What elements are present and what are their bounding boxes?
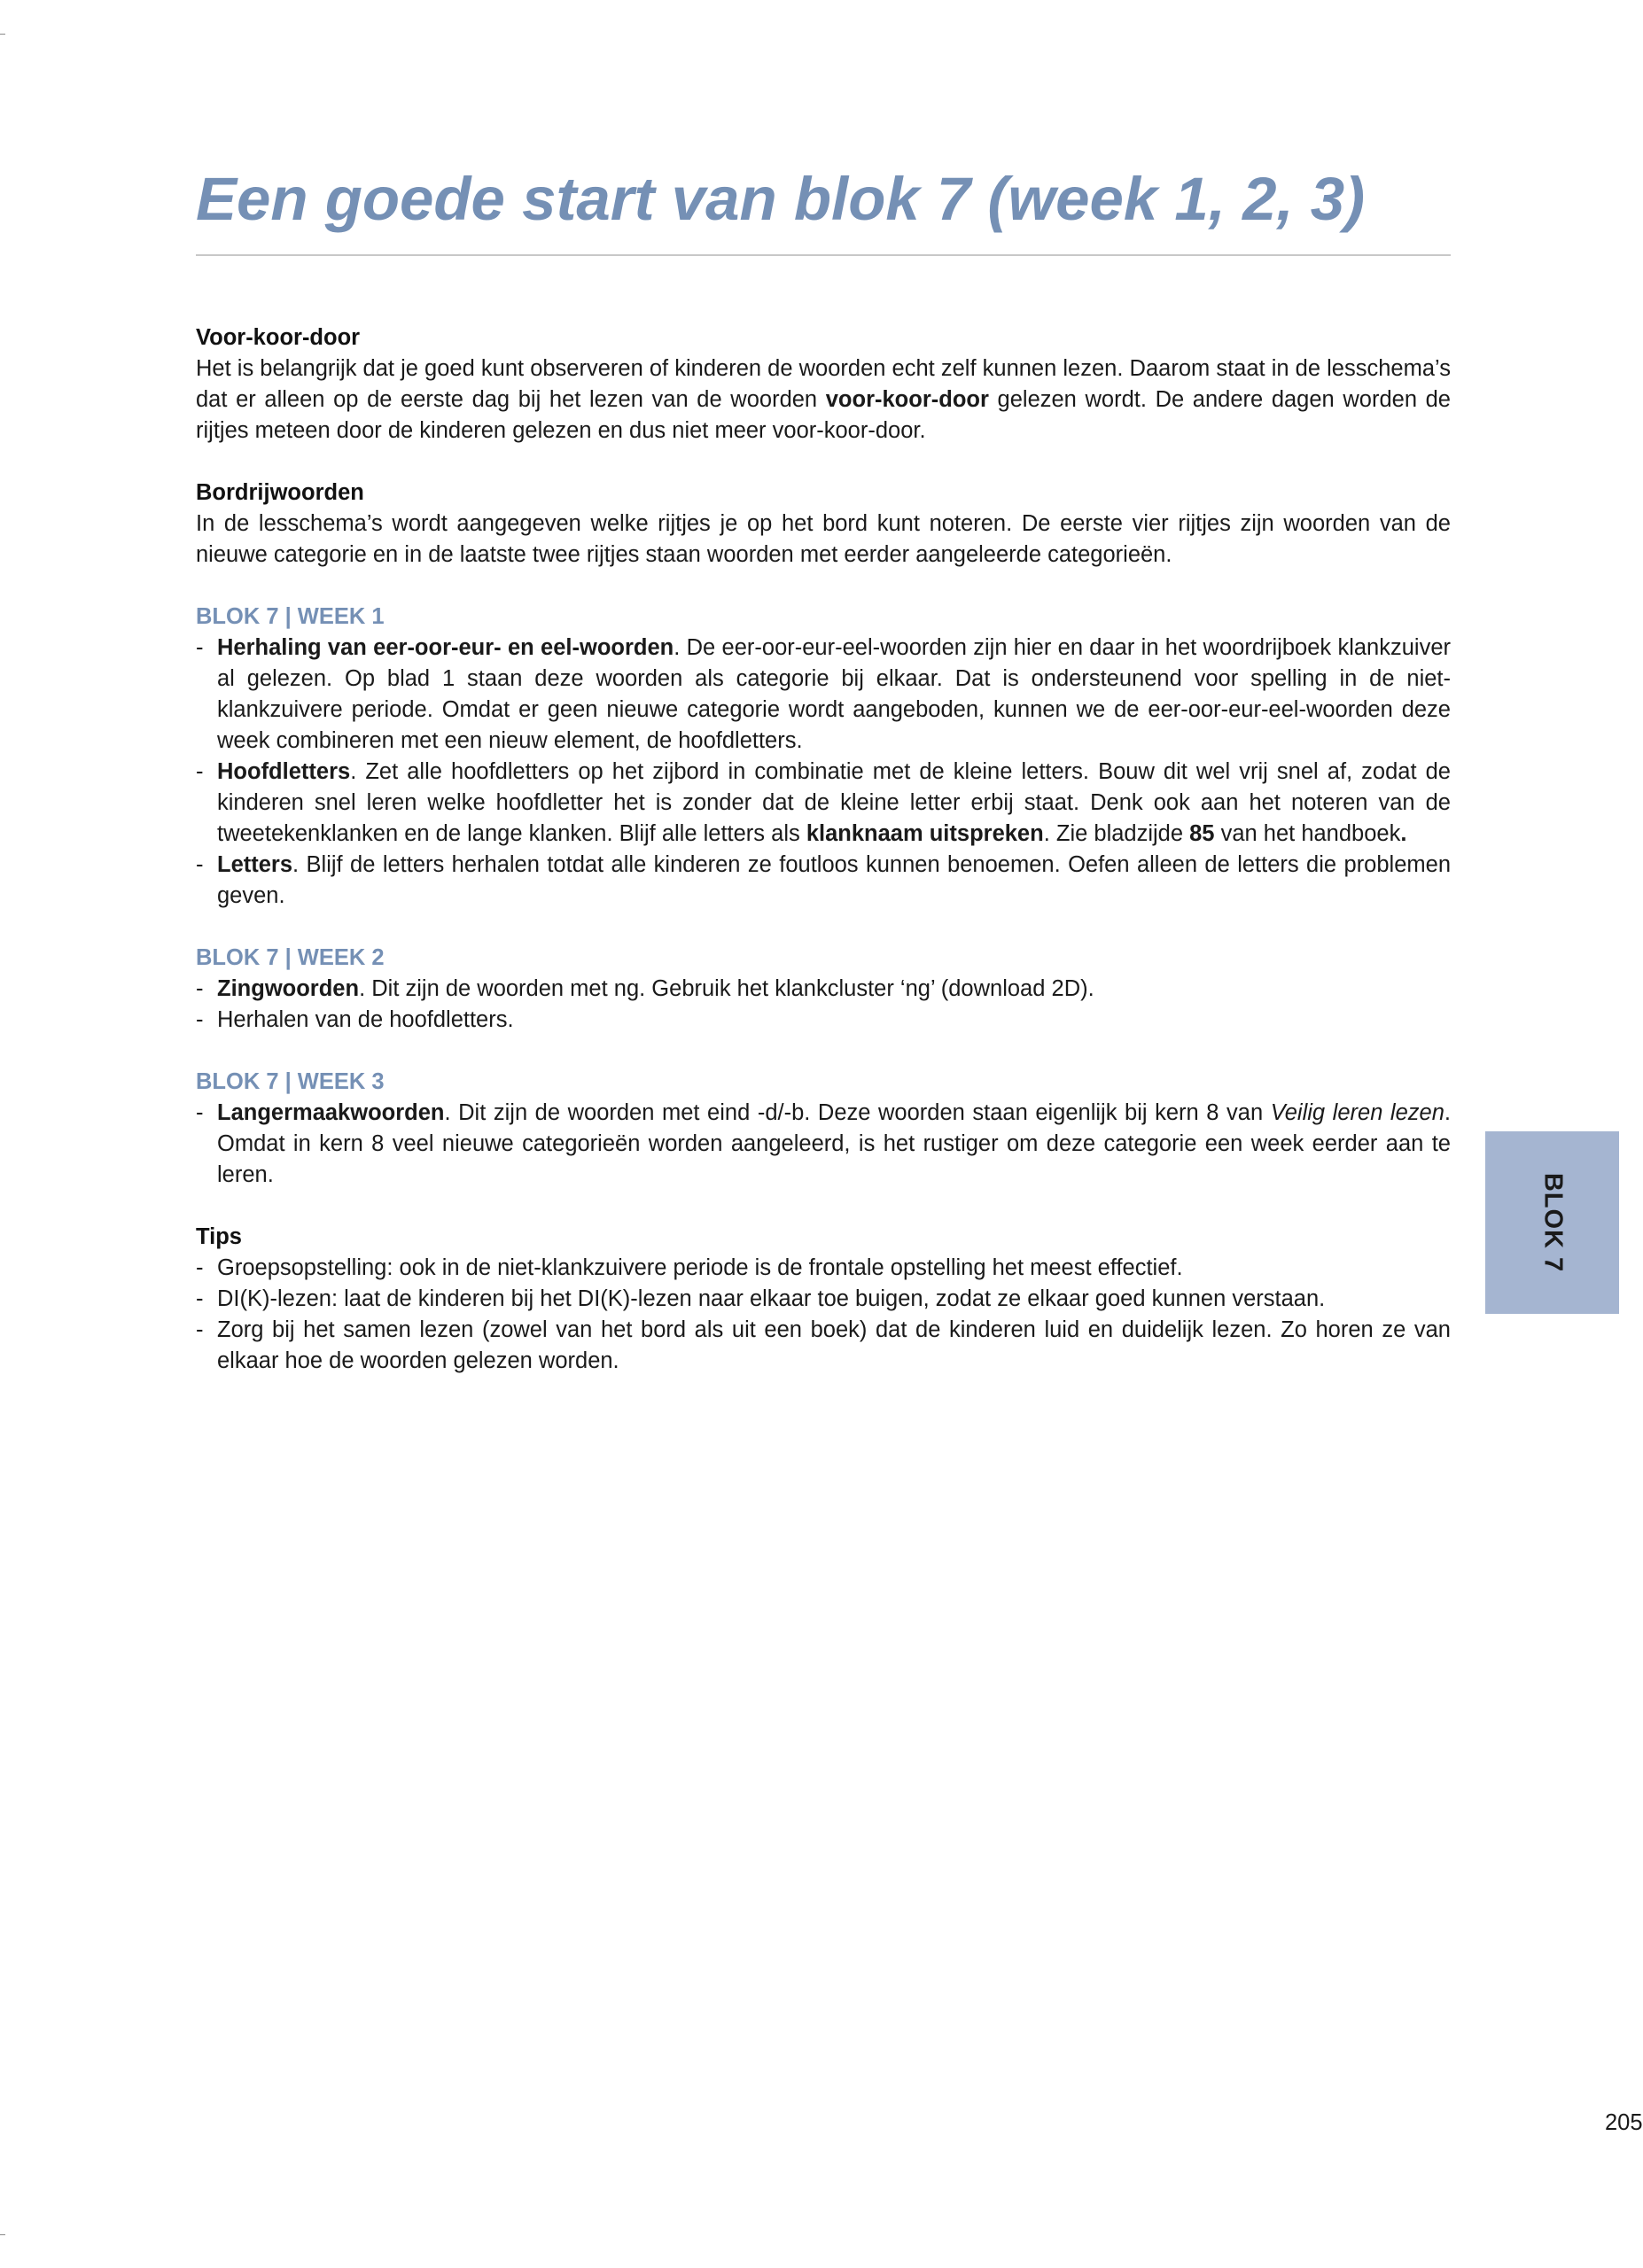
bold-text: Letters (217, 852, 293, 877)
text-run: van het handboek (1214, 821, 1401, 846)
text-run: DI(K)-lezen: laat de kinderen bij het DI(K)-lezen naar elkaar toe buigen, zodat ze elkaar goed kunnen verstaan. (217, 1286, 1326, 1311)
italic-text: Veilig leren lezen (1270, 1100, 1444, 1125)
dash-bullet: - (196, 1255, 204, 1280)
list-item (196, 1253, 1451, 1284)
text-run: Zorg bij het samen lezen (zowel van het bord als uit een boek) dat de kinderen luid en duidelijk lezen. Zo horen ze van elkaar hoe de woorden gelezen worden. (217, 1317, 1451, 1373)
text-run: gelezen wordt. De andere dagen worden de rijtjes meteen door de kinderen gelezen en dus niet meer voor-koor-door. (196, 387, 1451, 443)
section-week-3 (196, 1067, 1451, 1191)
bold-text: voor-koor-door (825, 387, 989, 412)
text-run: . Blijf de letters herhalen totdat alle kinderen ze foutloos kunnen benoemen. Oefen alleen de letters die problemen geven. (217, 852, 1451, 908)
dash-bullet: - (196, 1286, 204, 1311)
list-item (196, 850, 1451, 912)
section-voor-koor-door (196, 322, 1451, 447)
text-run: . Zet alle hoofdletters op het zijbord in combinatie met de kleine letters. Bouw dit wel vrij snel af, zodat de kinderen snel leren welke hoofdletter het is zonder dat de kleine letter erbij staat. Denk ook aan het noteren van de tweetekenklanken en de lange klanken. Blijf alle letters als (217, 759, 1451, 846)
page-title: Een goede start van blok 7 (week 1, 2, 3) (196, 165, 1366, 233)
dash-bullet: - (196, 976, 204, 1001)
week-heading: BLOK 7 | WEEK 3 (196, 1069, 385, 1094)
week-heading: BLOK 7 | WEEK 2 (196, 945, 385, 970)
dash-bullet: - (196, 635, 204, 660)
dash-bullet: - (196, 1317, 204, 1342)
section-heading: Voor-koor-door (196, 325, 361, 350)
dash-bullet: - (196, 852, 204, 877)
paragraph: In de lesschema’s wordt aangegeven welke rijtjes je op het bord kunt noteren. De eerste vier rijtjes zijn woorden van de nieuwe categorie en in de laatste twee rijtjes staan woorden met eerder aangeleerde categorieën. (196, 511, 1451, 567)
bold-text: . (1400, 821, 1407, 846)
paragraph (196, 353, 1451, 447)
bold-text: Langermaakwoorden (217, 1100, 445, 1125)
list-item (196, 1315, 1451, 1377)
page-number: 205 (1605, 2110, 1643, 2135)
bold-text: Zingwoorden (217, 976, 360, 1001)
text-run: Groepsopstelling: ook in de niet-klankzuivere periode is de frontale opstelling het meest effectief. (217, 1255, 1183, 1280)
title-divider (196, 254, 1451, 256)
bold-text: 85 (1189, 821, 1215, 846)
text-run: . Dit zijn de woorden met ng. Gebruik het klankcluster ‘ng’ (download 2D). (359, 976, 1094, 1001)
section-week-1 (196, 602, 1451, 912)
list-item (196, 974, 1451, 1005)
section-tips (196, 1222, 1451, 1377)
page-content (196, 322, 1451, 1408)
crop-mark (0, 2234, 5, 2235)
list-item (196, 1005, 1451, 1036)
dash-bullet: - (196, 1007, 204, 1032)
dash-bullet: - (196, 1100, 204, 1125)
section-heading: Tips (196, 1224, 242, 1249)
bullet-list (196, 1253, 1451, 1377)
text-run: . Dit zijn de woorden met eind -d/-b. Deze woorden staan eigenlijk bij kern 8 van (444, 1100, 1271, 1125)
week-heading: BLOK 7 | WEEK 1 (196, 604, 385, 629)
list-item (196, 1098, 1451, 1191)
text-run: . De eer-oor-eur-eel-woorden zijn hier en daar in het woordrijboek klankzuiver al gelezen. Op blad 1 staan deze woorden als categorie bij elkaar. Dat is ondersteunend voor spelling in de niet-klankzuivere periode. Omdat er geen nieuwe categorie wordt aangeboden, kunnen we de eer-oor-eur-eel-woorden deze week combineren met een nieuw element, de hoofdletters. (217, 635, 1451, 753)
text-run: Herhalen van de hoofdletters. (217, 1007, 514, 1032)
list-item (196, 757, 1451, 850)
text-run: Het is belangrijk dat je goed kunt observeren of kinderen de woorden echt zelf kunnen lezen. Daarom staat in de lesschema’s dat er alleen op de eerste dag bij het lezen van de woorden (196, 356, 1451, 412)
bold-text: Herhaling van eer-oor-eur- en eel-woorden (217, 635, 674, 660)
text-run: . Omdat in kern 8 veel nieuwe categorieën worden aangeleerd, is het rustiger om deze categorie een week eerder aan te leren. (217, 1100, 1451, 1187)
bullet-list (196, 1098, 1451, 1191)
bold-text: Hoofdletters (217, 759, 351, 784)
section-heading: Bordrijwoorden (196, 480, 364, 505)
list-item (196, 633, 1451, 757)
chapter-side-tab-label: BLOK 7 (1538, 1172, 1567, 1273)
dash-bullet: - (196, 759, 204, 784)
bold-text: klanknaam uitspreken (806, 821, 1044, 846)
bullet-list (196, 974, 1451, 1036)
section-week-2 (196, 943, 1451, 1036)
crop-mark (0, 34, 5, 35)
chapter-side-tab (1485, 1131, 1619, 1314)
list-item (196, 1284, 1451, 1315)
text-run: . Zie bladzijde (1043, 821, 1190, 846)
section-bordrijwoorden (196, 478, 1451, 571)
bullet-list (196, 633, 1451, 912)
